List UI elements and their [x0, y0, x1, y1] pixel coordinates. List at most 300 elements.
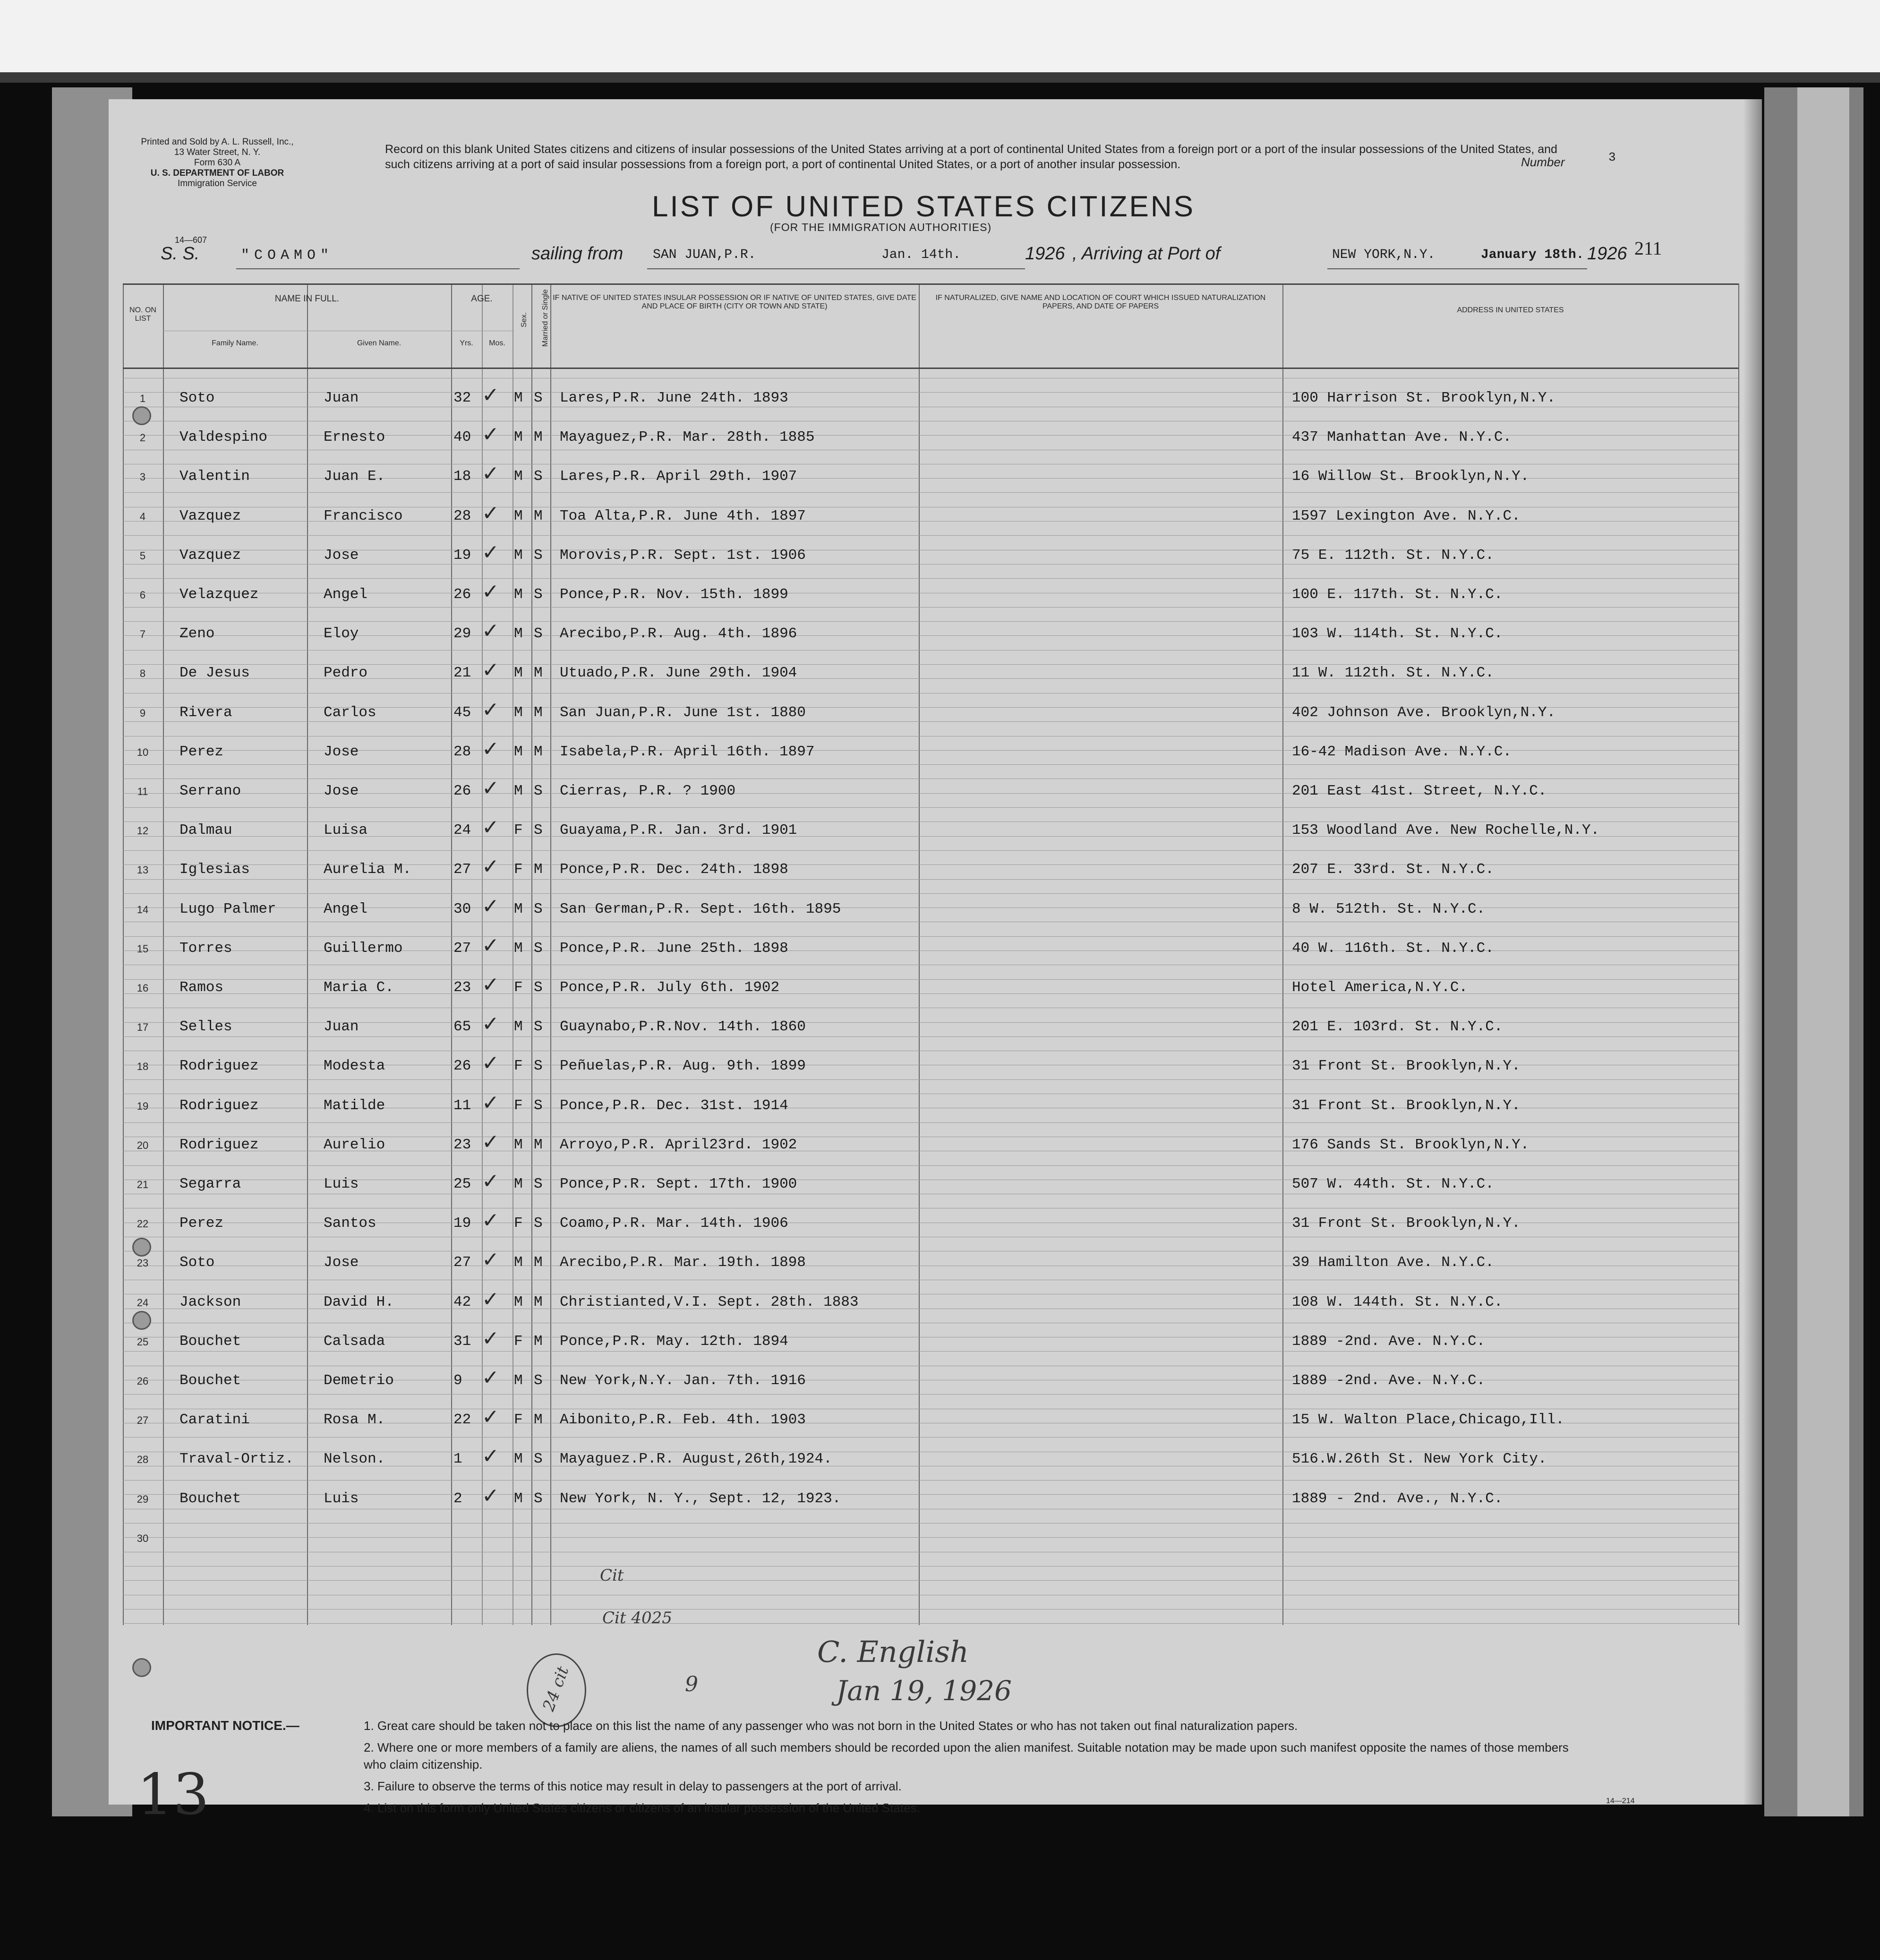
marital-status: M: [534, 704, 543, 721]
marital-status: S: [534, 822, 543, 839]
column-rule: [1282, 283, 1283, 1625]
stacked-pages-right: [1764, 87, 1863, 1816]
us-address: Hotel America,N.Y.C.: [1292, 979, 1468, 996]
us-address: 507 W. 44th. St. N.Y.C.: [1292, 1176, 1494, 1192]
ruled-line: [123, 1623, 1738, 1624]
row-number: 13: [137, 864, 149, 876]
marital-status: S: [534, 900, 543, 917]
birth-place-date: San Juan,P.R. June 1st. 1880: [560, 704, 806, 721]
notice-item: 3. Failure to observe the terms of this notice may result in delay to passengers at the port of arrival.: [364, 1779, 902, 1793]
page-title: LIST OF UNITED STATES CITIZENS: [652, 190, 1195, 223]
family-name: Bouchet: [179, 1372, 241, 1389]
arriving-label: , Arriving at Port of: [1072, 244, 1221, 264]
notice-item: 2. Where one or more members of a family are aliens, the names of all such members should be recorded upon the alien manifest. Suitable notation may be made upon such manifest opposite the names of those members who claim citizenship.: [364, 1740, 1569, 1772]
check-mark: ✓: [482, 894, 499, 918]
check-mark: ✓: [482, 1012, 499, 1036]
header-age: AGE.: [471, 294, 493, 304]
check-mark: ✓: [482, 933, 499, 958]
given-name: Francisco: [324, 507, 403, 524]
margin-annotation: Cit 4025: [602, 1609, 672, 1627]
family-name: Perez: [179, 743, 224, 760]
birth-place-date: New York,N.Y. Jan. 7th. 1916: [560, 1372, 806, 1389]
row-number: 24: [137, 1296, 149, 1309]
given-name: Matilde: [324, 1097, 385, 1114]
us-address: 516.W.26th St. New York City.: [1292, 1451, 1547, 1468]
given-name: David H.: [324, 1293, 394, 1310]
marital-status: S: [534, 547, 543, 564]
family-name: Rodriguez: [179, 1058, 259, 1075]
us-address: 108 W. 144th. St. N.Y.C.: [1292, 1293, 1503, 1310]
printer-line: Printed and Sold by A. L. Russell, Inc.,: [141, 137, 294, 147]
birth-place-date: Aibonito,P.R. Feb. 4th. 1903: [560, 1412, 806, 1429]
family-name: Caratini: [179, 1412, 250, 1429]
marital-status: M: [534, 1333, 543, 1350]
given-name: Juan E.: [324, 468, 385, 485]
check-mark: ✓: [482, 1366, 499, 1390]
notice-item: 1. Great care should be taken not to place on this list the name of any passenger who was not born in the United States or who has not taken out final naturalization papers.: [364, 1719, 1298, 1733]
us-address: 16-42 Madison Ave. N.Y.C.: [1292, 743, 1512, 760]
age-years: 11: [453, 1097, 471, 1114]
arrival-port: NEW YORK,N.Y.: [1332, 248, 1436, 262]
check-mark: ✓: [482, 1090, 499, 1115]
check-mark: ✓: [482, 815, 499, 840]
sailing-label: sailing from: [531, 244, 624, 264]
given-name: Luis: [324, 1490, 359, 1507]
check-mark: ✓: [482, 1326, 499, 1351]
age-years: 28: [453, 743, 471, 760]
ruled-line: [123, 807, 1738, 808]
sex: F: [514, 1333, 523, 1350]
us-address: 100 E. 117th. St. N.Y.C.: [1292, 586, 1503, 603]
ruled-line: [123, 1079, 1738, 1080]
age-years: 27: [453, 861, 471, 878]
marital-status: S: [534, 1019, 543, 1036]
header-rule: [123, 283, 1738, 285]
row-number: 9: [139, 707, 146, 719]
check-mark: ✓: [482, 1248, 499, 1272]
given-name: Jose: [324, 1254, 359, 1271]
sex: F: [514, 979, 523, 996]
age-years: 40: [453, 429, 471, 446]
header-married: Married or Single: [541, 289, 549, 347]
family-name: Rodriguez: [179, 1136, 259, 1153]
page-subtitle: (FOR THE IMMIGRATION AUTHORITIES): [770, 221, 992, 233]
ruled-line: [123, 621, 1738, 622]
given-name: Luisa: [324, 822, 368, 839]
sex: M: [514, 390, 523, 406]
birth-place-date: Utuado,P.R. June 29th. 1904: [560, 665, 797, 682]
marital-status: M: [534, 1293, 543, 1310]
margin-annotation: Cit: [600, 1566, 624, 1585]
family-name: Rivera: [179, 704, 232, 721]
age-years: 32: [453, 390, 471, 406]
birth-place-date: Guayama,P.R. Jan. 3rd. 1901: [560, 822, 797, 839]
header-mos: Mos.: [489, 339, 505, 347]
given-name: Nelson.: [324, 1451, 385, 1468]
check-mark: ✓: [482, 1130, 499, 1154]
family-name: Valdespino: [179, 429, 268, 446]
birth-place-date: Isabela,P.R. April 16th. 1897: [560, 743, 815, 760]
family-name: Soto: [179, 1254, 215, 1271]
check-mark: ✓: [482, 462, 499, 486]
given-name: Angel: [324, 586, 368, 603]
us-address: 437 Manhattan Ave. N.Y.C.: [1292, 429, 1512, 446]
family-name: Valentin: [179, 468, 250, 485]
marital-status: S: [534, 1451, 543, 1468]
departure-rule: [647, 268, 1025, 269]
sex: M: [514, 547, 523, 564]
header-no-on-list: NO. ON LIST: [129, 306, 156, 323]
check-mark: ✓: [482, 1483, 499, 1508]
column-rule: [163, 283, 164, 1625]
marital-status: S: [534, 979, 543, 996]
given-name: Jose: [324, 743, 359, 760]
column-rule: [307, 283, 308, 1625]
marital-status: M: [534, 665, 543, 682]
check-mark: ✓: [482, 540, 499, 565]
birth-place-date: Ponce,P.R. Sept. 17th. 1900: [560, 1176, 797, 1192]
us-address: 39 Hamilton Ave. N.Y.C.: [1292, 1254, 1494, 1271]
header-rule: [123, 368, 1738, 369]
ruled-line: [123, 492, 1738, 493]
row-number: 29: [137, 1493, 149, 1505]
ruled-line: [123, 1351, 1738, 1352]
given-name: Calsada: [324, 1333, 385, 1350]
family-name: Jackson: [179, 1293, 241, 1310]
us-address: 1597 Lexington Ave. N.Y.C.: [1292, 507, 1521, 524]
given-name: Maria C.: [324, 979, 394, 996]
ruled-line: [123, 607, 1738, 608]
birth-place-date: San German,P.R. Sept. 16th. 1895: [560, 900, 841, 917]
column-rule: [919, 283, 920, 1625]
us-address: 31 Front St. Brooklyn,N.Y.: [1292, 1097, 1521, 1114]
given-name: Aurelia M.: [324, 861, 412, 878]
marital-status: M: [534, 1136, 543, 1153]
check-mark: ✓: [482, 422, 499, 447]
sex: F: [514, 1412, 523, 1429]
us-address: 75 E. 112th. St. N.Y.C.: [1292, 547, 1494, 564]
marital-status: S: [534, 1176, 543, 1192]
family-name: Bouchet: [179, 1333, 241, 1350]
notice-item: 4. List on this form only United States citizens or citizens of an insular possession of the United States.: [364, 1801, 920, 1815]
given-name: Guillermo: [324, 940, 403, 957]
age-years: 29: [453, 625, 471, 642]
row-number: 3: [139, 471, 146, 483]
us-address: 11 W. 112th. St. N.Y.C.: [1292, 665, 1494, 682]
check-mark: ✓: [482, 855, 499, 879]
punch-hole: [132, 1311, 151, 1330]
age-years: 26: [453, 783, 471, 799]
marital-status: S: [534, 586, 543, 603]
row-number: 18: [137, 1061, 149, 1073]
birth-place-date: Ponce,P.R. Nov. 15th. 1899: [560, 586, 788, 603]
family-name: Velazquez: [179, 586, 259, 603]
us-address: 1889 -2nd. Ave. N.Y.C.: [1292, 1333, 1486, 1350]
age-years: 18: [453, 468, 471, 485]
punch-hole: [132, 406, 151, 425]
row-number: 20: [137, 1139, 149, 1151]
row-number: 14: [137, 903, 149, 916]
given-name: Modesta: [324, 1058, 385, 1075]
ruled-line: [123, 721, 1738, 722]
sex: M: [514, 940, 523, 957]
sex: M: [514, 1254, 523, 1271]
form-code: 14—607: [175, 235, 207, 245]
given-name: Luis: [324, 1176, 359, 1192]
row-number: 8: [139, 668, 146, 680]
departure-date: Jan. 14th.: [881, 248, 961, 262]
age-years: 25: [453, 1176, 471, 1192]
instructions-text: Record on this blank United States citizens and citizens of insular possessions of the United States arriving at a port of continental United States from a foreign port or a port of the insular possessions of the United States, and such citizens arriving at a port of said insular possessions from a foreign port, a port of continental United States, or a port of another insular possession.: [385, 143, 1557, 171]
scan-background-top: [0, 0, 1880, 83]
sex: F: [514, 1215, 523, 1232]
departure-year: 1926: [1025, 244, 1065, 264]
check-mark: ✓: [482, 1287, 499, 1311]
age-years: 23: [453, 1136, 471, 1153]
row-number: 21: [137, 1179, 149, 1190]
sex: M: [514, 468, 523, 485]
punch-hole: [132, 1658, 151, 1677]
ruled-line: [123, 1537, 1738, 1538]
marital-status: M: [534, 1254, 543, 1271]
birth-place-date: Guaynabo,P.R.Nov. 14th. 1860: [560, 1019, 806, 1036]
family-name: Segarra: [179, 1176, 241, 1192]
number-label: Number: [1521, 155, 1565, 169]
sex: M: [514, 665, 523, 682]
sex: M: [514, 507, 523, 524]
us-address: 103 W. 114th. St. N.Y.C.: [1292, 625, 1503, 642]
birth-place-date: Ponce,P.R. Dec. 31st. 1914: [560, 1097, 788, 1114]
check-mark: ✓: [482, 776, 499, 800]
ruled-line: [123, 893, 1738, 894]
age-years: 22: [453, 1412, 471, 1429]
given-name: Pedro: [324, 665, 368, 682]
us-address: 100 Harrison St. Brooklyn,N.Y.: [1292, 390, 1556, 406]
age-years: 24: [453, 822, 471, 839]
row-number: 26: [137, 1375, 149, 1387]
row-number: 30: [137, 1532, 149, 1544]
row-number: 25: [137, 1335, 149, 1348]
header-naturalized: IF NATURALIZED, GIVE NAME AND LOCATION OF COURT WHICH ISSUED NATURALIZATION PAPERS, AND DATE OF PAPERS: [935, 294, 1266, 310]
family-name: Lugo Palmer: [179, 900, 276, 917]
age-years: 9: [453, 1372, 462, 1389]
number-value: 3: [1608, 150, 1616, 164]
printer-imprint: [109, 137, 326, 189]
birth-place-date: New York, N. Y., Sept. 12, 1923.: [560, 1490, 841, 1507]
family-name: Rodriguez: [179, 1097, 259, 1114]
check-mark: ✓: [482, 697, 499, 722]
ship-name-rule: [236, 268, 520, 269]
us-address: 176 Sands St. Brooklyn,N.Y.: [1292, 1136, 1530, 1153]
age-years: 1: [453, 1451, 462, 1468]
age-years: 30: [453, 900, 471, 917]
us-address: 201 E. 103rd. St. N.Y.C.: [1292, 1019, 1503, 1036]
us-address: 16 Willow St. Brooklyn,N.Y.: [1292, 468, 1530, 485]
header-family-name: Family Name.: [212, 339, 258, 347]
row-number: 22: [137, 1218, 149, 1230]
marital-status: M: [534, 861, 543, 878]
birth-place-date: Morovis,P.R. Sept. 1st. 1906: [560, 547, 806, 564]
check-mark: ✓: [482, 736, 499, 761]
check-mark: ✓: [482, 1169, 499, 1193]
age-years: 65: [453, 1019, 471, 1036]
given-name: Jose: [324, 547, 359, 564]
marital-status: M: [534, 1412, 543, 1429]
header-birth: IF NATIVE OF UNITED STATES INSULAR POSSESSION OR IF NATIVE OF UNITED STATES, GIVE DATE AND PLACE OF BIRTH (CITY OR TOWN AND STATE): [553, 294, 916, 310]
row-number: 2: [139, 432, 146, 444]
given-name: Jose: [324, 783, 359, 799]
us-address: 1889 - 2nd. Ave., N.Y.C.: [1292, 1490, 1503, 1507]
printer-line: Immigration Service: [178, 179, 257, 188]
manifest-sheet: [109, 99, 1762, 1828]
arrival-rule: [1327, 268, 1587, 269]
us-address: 1889 -2nd. Ave. N.Y.C.: [1292, 1372, 1486, 1389]
birth-place-date: Arecibo,P.R. Aug. 4th. 1896: [560, 625, 797, 642]
arrival-date: January 18th.: [1481, 248, 1584, 262]
marital-status: S: [534, 1097, 543, 1114]
ruled-line: [123, 1122, 1738, 1123]
age-years: 21: [453, 665, 471, 682]
ruled-line: [123, 850, 1738, 851]
ruled-line: [123, 564, 1738, 565]
age-years: 19: [453, 1215, 471, 1232]
sex: M: [514, 704, 523, 721]
signature-date: Jan 19, 1926: [836, 1675, 1012, 1707]
marital-status: S: [534, 468, 543, 485]
sex: M: [514, 1019, 523, 1036]
row-number: 11: [137, 786, 148, 797]
handwritten-mark: 9: [685, 1672, 698, 1696]
row-number: 7: [139, 628, 146, 641]
given-name: Juan: [324, 390, 359, 406]
birth-place-date: Ponce,P.R. July 6th. 1902: [560, 979, 780, 996]
us-address: 402 Johnson Ave. Brooklyn,N.Y.: [1292, 704, 1556, 721]
notice-heading: IMPORTANT NOTICE.—: [151, 1718, 299, 1733]
ship-prefix: S. S.: [161, 244, 200, 264]
birth-place-date: Toa Alta,P.R. June 4th. 1897: [560, 507, 806, 524]
footer-form-code: 14—214: [1606, 1797, 1635, 1805]
sex: M: [514, 1293, 523, 1310]
ruled-line: [123, 879, 1738, 880]
sex: M: [514, 429, 523, 446]
family-name: Zeno: [179, 625, 215, 642]
check-mark: ✓: [482, 1051, 499, 1076]
sex: M: [514, 1451, 523, 1468]
inspector-signature: C. English: [817, 1635, 969, 1669]
birth-place-date: Christianted,V.I. Sept. 28th. 1883: [560, 1293, 859, 1310]
family-name: Iglesias: [179, 861, 250, 878]
check-mark: ✓: [482, 1208, 499, 1233]
header-address: ADDRESS IN UNITED STATES: [1457, 306, 1564, 314]
family-name: Soto: [179, 390, 215, 406]
family-name: Vazquez: [179, 507, 241, 524]
sex: M: [514, 1490, 523, 1507]
us-address: 8 W. 512th. St. N.Y.C.: [1292, 900, 1486, 917]
row-number: 17: [137, 1021, 149, 1034]
birth-place-date: Peñuelas,P.R. Aug. 9th. 1899: [560, 1058, 806, 1075]
sex: M: [514, 1176, 523, 1192]
marital-status: M: [534, 429, 543, 446]
marital-status: S: [534, 1058, 543, 1075]
sex: M: [514, 586, 523, 603]
sex: M: [514, 1136, 523, 1153]
column-rule: [1738, 283, 1739, 1625]
age-years: 28: [453, 507, 471, 524]
row-number: 27: [137, 1414, 149, 1427]
family-name: Traval-Ortiz.: [179, 1451, 294, 1468]
family-name: Selles: [179, 1019, 232, 1036]
given-name: Angel: [324, 900, 368, 917]
row-number: 5: [139, 549, 146, 562]
check-mark: ✓: [482, 1405, 499, 1429]
given-name: Demetrio: [324, 1372, 394, 1389]
birth-place-date: Lares,P.R. June 24th. 1893: [560, 390, 788, 406]
birth-place-date: Mayaguez.P.R. August,26th,1924.: [560, 1451, 832, 1468]
birth-place-date: Arecibo,P.R. Mar. 19th. 1898: [560, 1254, 806, 1271]
family-name: Bouchet: [179, 1490, 241, 1507]
check-mark: ✓: [482, 501, 499, 525]
row-number: 19: [137, 1100, 149, 1112]
column-rule: [451, 283, 452, 1625]
birth-place-date: Lares,P.R. April 29th. 1907: [560, 468, 797, 485]
age-years: 27: [453, 1254, 471, 1271]
header-sex: Sex.: [520, 312, 528, 328]
us-address: 40 W. 116th. St. N.Y.C.: [1292, 940, 1494, 957]
printer-line: Form 630 A: [194, 158, 241, 168]
row-number: 16: [137, 982, 149, 994]
ruled-line: [123, 578, 1738, 579]
arrival-year: 1926: [1587, 244, 1627, 264]
header-given-name: Given Name.: [357, 339, 402, 347]
us-address: 201 East 41st. Street, N.Y.C.: [1292, 783, 1547, 799]
column-rule: [550, 283, 551, 1625]
check-mark: ✓: [482, 580, 499, 604]
family-name: Perez: [179, 1215, 224, 1232]
sex: M: [514, 743, 523, 760]
given-name: Rosa M.: [324, 1412, 385, 1429]
circled-note-text: 24 cit: [539, 1664, 573, 1714]
check-mark: ✓: [482, 658, 499, 683]
family-name: Ramos: [179, 979, 224, 996]
birth-place-date: Ponce,P.R. June 25th. 1898: [560, 940, 788, 957]
sex: M: [514, 900, 523, 917]
birth-place-date: Mayaguez,P.R. Mar. 28th. 1885: [560, 429, 815, 446]
age-years: 45: [453, 704, 471, 721]
ruled-line: [123, 1394, 1738, 1395]
family-name: De Jesus: [179, 665, 250, 682]
ruled-line: [123, 1036, 1738, 1037]
marital-status: S: [534, 1215, 543, 1232]
punch-hole: [132, 1238, 151, 1257]
sex: M: [514, 1372, 523, 1389]
ruled-line: [123, 1480, 1738, 1481]
us-address: 207 E. 33rd. St. N.Y.C.: [1292, 861, 1494, 878]
passenger-table: [123, 283, 1738, 1625]
row-number: 10: [137, 746, 149, 758]
us-address: 15 W. Walton Place,Chicago,Ill.: [1292, 1412, 1564, 1429]
birth-place-date: Coamo,P.R. Mar. 14th. 1906: [560, 1215, 788, 1232]
age-years: 27: [453, 940, 471, 957]
family-name: Serrano: [179, 783, 241, 799]
marital-status: S: [534, 940, 543, 957]
sex: M: [514, 625, 523, 642]
age-years: 19: [453, 547, 471, 564]
given-name: Aurelio: [324, 1136, 385, 1153]
marital-status: S: [534, 625, 543, 642]
row-number: 23: [137, 1257, 149, 1269]
marital-status: M: [534, 743, 543, 760]
handwritten-page-number: 13: [137, 1762, 209, 1828]
